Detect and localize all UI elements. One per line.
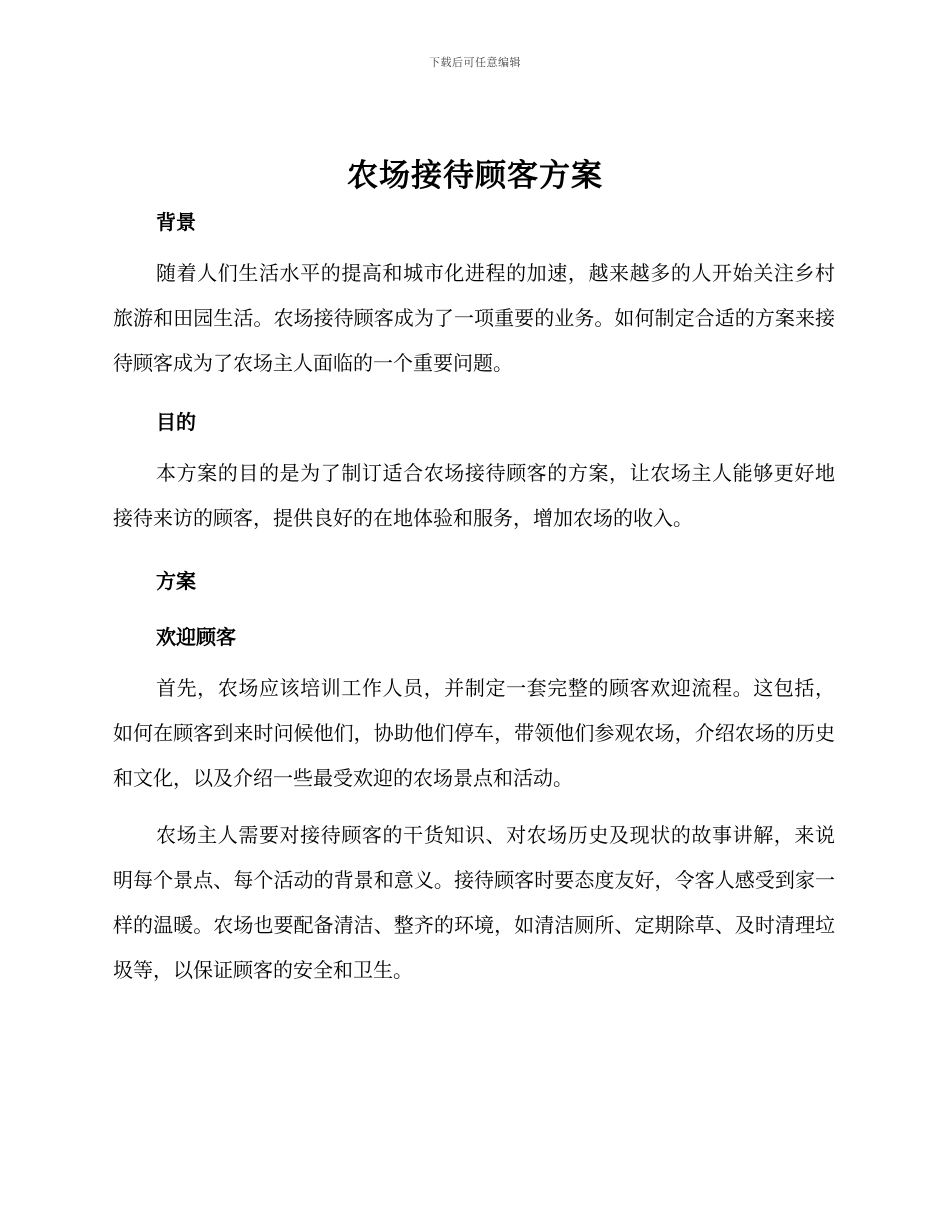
paragraph-background: 随着人们生活水平的提高和城市化进程的加速，越来越多的人开始关注乡村旅游和田园生活。农场接待顾客成为了一项重要的业务。如何制定合适的方案来接待顾客成为了农场主人面临的一个重要问题。	[113, 261, 835, 375]
section-heading-plan: 方案	[156, 569, 196, 593]
paragraph-welcome-1: 首先，农场应该培训工作人员，并制定一套完整的顾客欢迎流程。这包括，如何在顾客到来时问候他们，协助他们停车，带领他们参观农场，介绍农场的历史和文化，以及介绍一些最受欢迎的农场景点和活动。	[113, 676, 835, 790]
header-note: 下载后可任意编辑	[429, 56, 521, 69]
paragraph-welcome-2: 农场主人需要对接待顾客的干货知识、对农场历史及现状的故事讲解，来说明每个景点、每个活动的背景和意义。接待顾客时要态度友好，令客人感受到家一样的温暖。农场也要配备清洁、整齐的环境，如清洁厕所、定期除草、及时清理垃圾等，以保证顾客的安全和卫生。	[113, 823, 835, 982]
paragraph-goal: 本方案的目的是为了制订适合农场接待顾客的方案，让农场主人能够更好地接待来访的顾客，提供良好的在地体验和服务，增加农场的收入。	[113, 461, 835, 530]
section-heading-background: 背景	[156, 210, 196, 234]
document-title: 农场接待顾客方案	[347, 158, 603, 194]
section-heading-goal: 目的	[156, 410, 196, 434]
document-body	[113, 206, 835, 993]
subsection-heading-welcome: 欢迎顾客	[156, 625, 236, 649]
